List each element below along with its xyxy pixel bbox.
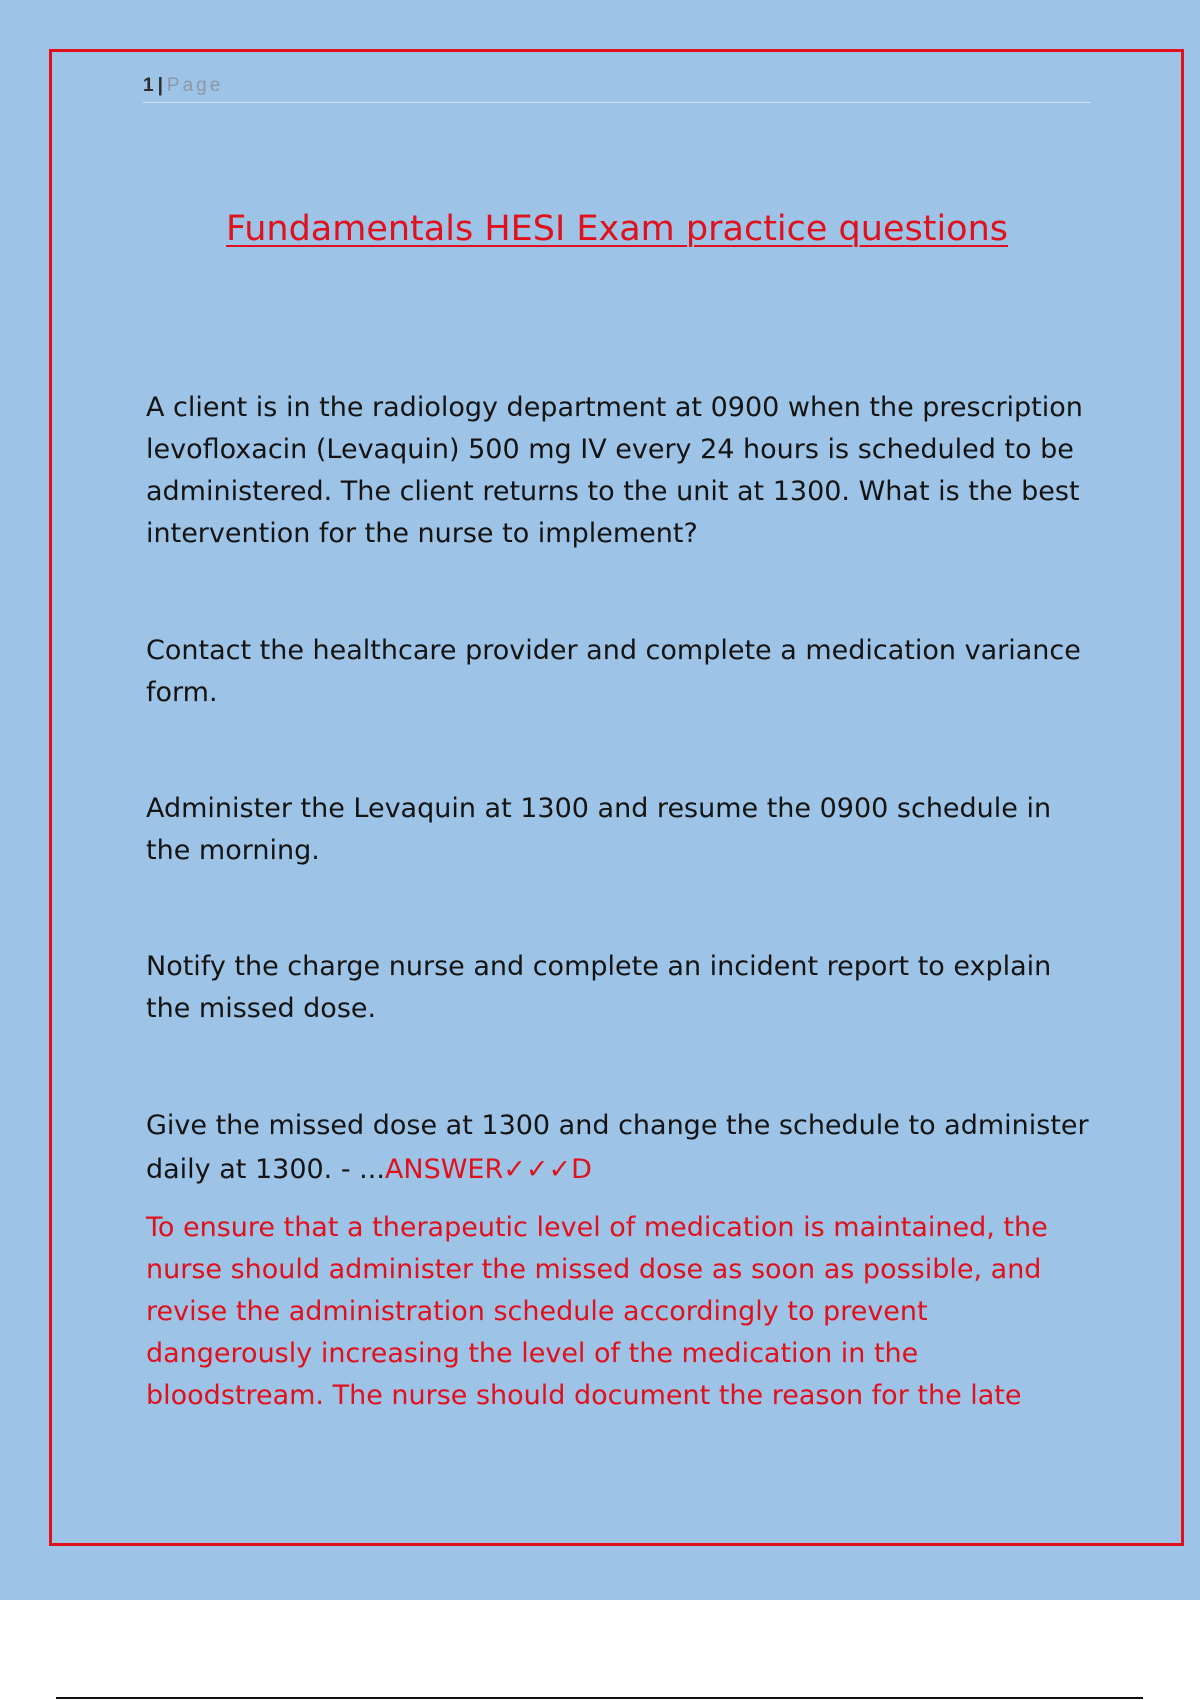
document-title: Fundamentals HESI Exam practice questions (226, 209, 1008, 249)
option-d-text: Give the missed dose at 1300 and change the schedule to administer daily at 1300. - ... (146, 1110, 1089, 1185)
page-label: Page (166, 75, 224, 96)
page-header (143, 74, 1091, 103)
option-c: Notify the charge nurse and complete an incident report to explain the missed dose. (146, 951, 1052, 1024)
footer-divider (56, 1697, 1143, 1699)
question-text: A client is in the radiology department at 0900 when the prescription levofloxacin (Levaquin) 500 mg IV every 24 hours is scheduled to be administered. The client returns to the unit at 1300. What is the best intervention for the nurse to implement? (146, 392, 1083, 549)
option-b: Administer the Levaquin at 1300 and resume the 0900 schedule in the morning. (146, 793, 1052, 866)
option-a: Contact the healthcare provider and complete a medication variance form. (146, 635, 1081, 708)
page-separator: | (157, 75, 163, 96)
answer-rationale: To ensure that a therapeutic level of medication is maintained, the nurse should administer the missed dose as soon as possible, and revise the administration schedule accordingly to prevent dangerously increasing the level of the medication in the bloodstream. The nurse should document the reason for the late (146, 1212, 1048, 1411)
option-d (146, 1104, 1096, 1192)
answer-label: ANSWER✓✓✓D (384, 1154, 592, 1185)
page-number: 1 (143, 75, 154, 96)
